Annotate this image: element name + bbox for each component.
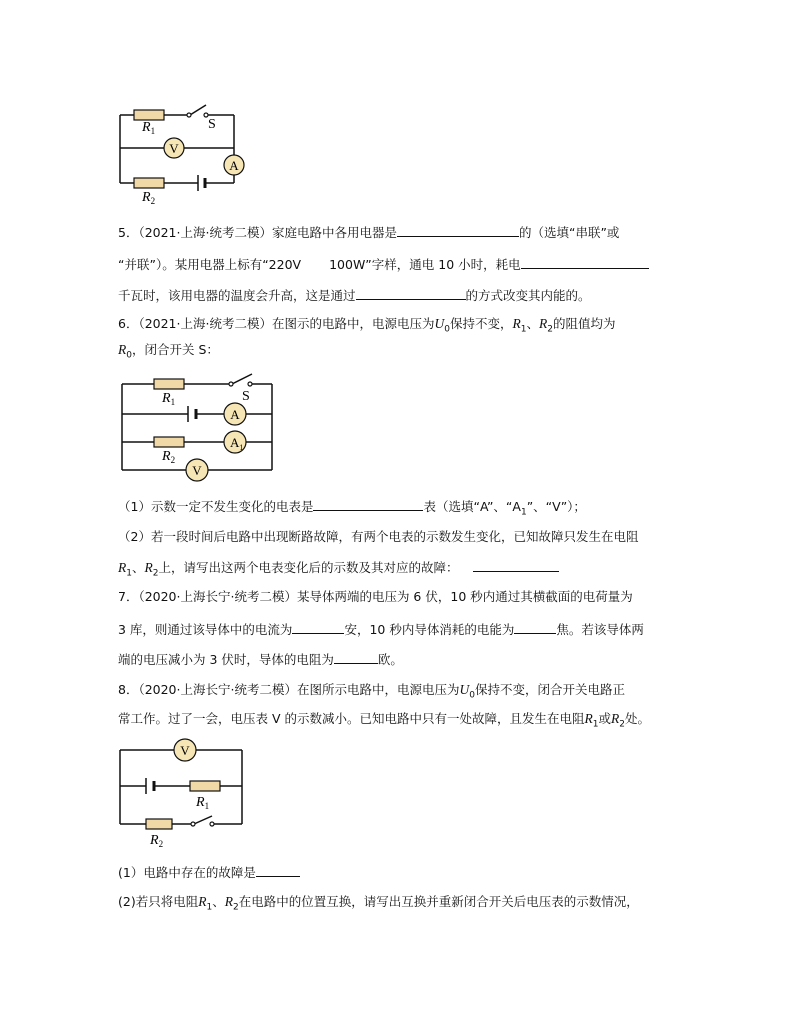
q8-sub-2 xyxy=(118,893,639,917)
q7-text: 3 库，则通过该导体中的电流为 xyxy=(118,622,293,637)
q8-r1-sub: 1 xyxy=(592,719,599,730)
q6-r0: R xyxy=(118,342,127,357)
q7-line-2 xyxy=(118,619,644,639)
r2-label: R xyxy=(142,190,151,205)
q6-text: 的阻值均为 xyxy=(552,316,616,331)
q5-text: 的（选填“串联”或 xyxy=(518,225,620,240)
q8-sub-1 xyxy=(118,862,300,882)
q6-blank-2[interactable] xyxy=(473,557,559,572)
svg-text:R1 xyxy=(141,120,155,136)
ammeter-label: A xyxy=(230,407,240,422)
q7-blank-2[interactable] xyxy=(514,619,556,634)
q7-blank-3[interactable] xyxy=(334,649,378,664)
r1-subscript: 1 xyxy=(170,397,176,407)
q5-text: 100W”字样，通电 10 小时，耗电 xyxy=(329,257,521,272)
r2-label: R xyxy=(150,833,159,848)
q8-sub2-text: 在电路中的位置互换，请写出互换并重新闭合开关后电压表的示数情况， xyxy=(238,894,639,909)
q6-sub2-text: （2）若一段时间后电路中出现断路故障，有两个电表的示数发生变化，已知故障只发生在电阻 xyxy=(118,529,639,544)
q7-line-1 xyxy=(118,588,633,606)
r1-subscript: 1 xyxy=(204,801,210,811)
q6-r0-sub: 0 xyxy=(126,350,132,361)
q8-text: 8．（2020·上海长宁·统考二模）在图所示电路中，电源电压为 xyxy=(118,682,460,697)
q6-blank-1[interactable] xyxy=(313,496,423,511)
q6-u0-sub: 0 xyxy=(444,324,450,335)
q5-line-2 xyxy=(118,254,649,274)
switch-label: S xyxy=(242,389,250,404)
q6-sub2-r2-sub: 2 xyxy=(152,568,159,579)
circuit-diagram-2 xyxy=(110,368,310,488)
q6-sub-1 xyxy=(118,496,586,522)
voltmeter-label: V xyxy=(192,463,202,478)
q8-sub2-r1: R xyxy=(198,894,207,909)
q5-line-1 xyxy=(118,222,619,242)
q8-line-1 xyxy=(118,681,625,705)
q8-text: 处。 xyxy=(624,711,650,726)
r1-label: R xyxy=(142,120,151,135)
switch-label: S xyxy=(208,117,216,132)
q8-r1: R xyxy=(584,711,593,726)
svg-text:R2 xyxy=(161,449,175,465)
r1-label: R xyxy=(162,391,171,406)
q6-line-2 xyxy=(118,341,219,365)
q6-text: ，闭合开关 S： xyxy=(131,342,219,357)
r2-subscript: 2 xyxy=(150,196,156,205)
q6-r2: R xyxy=(538,316,548,331)
q7-text: 7．（2020·上海长宁·统考二模）某导体两端的电压为 6 伏，10 秒内通过其横截面的电荷量为 xyxy=(118,589,633,604)
q5-text: 的方式改变其内能的。 xyxy=(465,288,591,303)
q5-text: 5．（2021·上海·统考二模）家庭电路中各用电器是 xyxy=(118,225,397,240)
q6-r2-sub: 2 xyxy=(547,324,553,335)
q8-sub2-r2-sub: 2 xyxy=(232,902,239,913)
q6-sub2-r2: R xyxy=(144,560,153,575)
q8-sub2-sep: 、 xyxy=(212,894,225,909)
q5-text: “并联”）。某用电器上标有“220V xyxy=(118,257,302,272)
q6-text: 6．（2021·上海·统考二模）在图示的电路中，电源电压为 xyxy=(118,316,435,331)
svg-text:R2 xyxy=(149,833,163,849)
q6-sub1-sub: 1 xyxy=(520,507,527,518)
q7-blank-1[interactable] xyxy=(292,619,344,634)
resistor-r2 xyxy=(154,437,184,447)
q6-u0: U xyxy=(434,316,445,331)
q6-text: 保持不变， xyxy=(449,316,513,331)
q6-sub-2 xyxy=(118,528,638,546)
q7-line-3 xyxy=(118,649,403,669)
resistor-r1 xyxy=(190,781,220,791)
voltmeter-label: V xyxy=(180,743,190,758)
q6-sub-2-line-2 xyxy=(118,557,559,583)
resistor-r1 xyxy=(134,110,164,120)
resistor-r2 xyxy=(134,178,164,188)
ammeter-a1-subscript: 1 xyxy=(239,443,244,452)
q6-r1-sub: 1 xyxy=(520,324,527,335)
ammeter-a1-label: A xyxy=(230,435,240,450)
q8-sub1-text: (1）电路中存在的故障是 xyxy=(118,865,256,880)
q5-text: 千瓦时，该用电器的温度会升高，这是通过 xyxy=(118,288,356,303)
resistor-r2 xyxy=(146,819,172,829)
resistor-r1 xyxy=(154,379,184,389)
q6-line-1 xyxy=(118,315,615,339)
q5-blank-3[interactable] xyxy=(356,285,466,300)
q6-sub2-r1-sub: 1 xyxy=(126,568,132,579)
q5-blank-2[interactable] xyxy=(521,254,649,269)
r2-subscript: 2 xyxy=(158,839,164,849)
q8-blank-1[interactable] xyxy=(256,862,300,877)
svg-text:R1 xyxy=(161,391,175,407)
q8-line-2 xyxy=(118,710,650,734)
r2-subscript: 2 xyxy=(170,455,176,465)
q8-sub2-r1-sub: 1 xyxy=(206,902,213,913)
r1-label: R xyxy=(196,795,205,810)
voltmeter-label: V xyxy=(169,141,179,156)
q8-r2-sub: 2 xyxy=(619,719,625,730)
q7-text: 安，10 秒内导体消耗的电能为 xyxy=(344,622,515,637)
q8-r2: R xyxy=(611,711,620,726)
q6-sub2-sep: 、 xyxy=(131,560,145,575)
q6-sub2-r1: R xyxy=(118,560,127,575)
q6-sub1-text: （1）示数一定不发生变化的电表是 xyxy=(118,499,314,514)
svg-text:R1 xyxy=(195,795,209,811)
q7-text: 欧。 xyxy=(377,652,403,667)
q8-sub2-r2: R xyxy=(224,894,233,909)
q6-sub1-text: 表（选填“A”、“A xyxy=(423,499,521,514)
q6-sub1-text: ”、“V”）； xyxy=(526,499,586,514)
q8-text: 保持不变，闭合开关电路正 xyxy=(474,682,625,697)
q8-u0: U xyxy=(459,682,470,697)
q6-sep: 、 xyxy=(526,316,539,331)
q8-text: 常工作。过了一会，电压表 V 的示数减小。已知电路中只有一处故障，且发生在电阻 xyxy=(118,711,585,726)
q8-text: 或 xyxy=(598,711,611,726)
q5-blank-1[interactable] xyxy=(397,222,519,237)
r2-label: R xyxy=(162,449,171,464)
ammeter-label: A xyxy=(229,158,239,173)
circuit-diagram-1 xyxy=(110,95,370,205)
q7-text: 端的电压减小为 3 伏时，导体的电阻为 xyxy=(118,652,334,667)
circuit-diagram-3 xyxy=(110,736,270,856)
r1-subscript: 1 xyxy=(150,126,156,136)
q5-line-3 xyxy=(118,285,591,305)
svg-text:R2 xyxy=(141,190,155,205)
q7-text: 焦。若该导体两 xyxy=(556,622,644,637)
q6-sub2-text: 上，请写出这两个电表变化后的示数及其对应的故障： xyxy=(158,560,459,575)
q6-r1: R xyxy=(512,316,521,331)
q8-u0-sub: 0 xyxy=(469,690,475,701)
q8-sub2-text: (2)若只将电阻 xyxy=(118,894,199,909)
